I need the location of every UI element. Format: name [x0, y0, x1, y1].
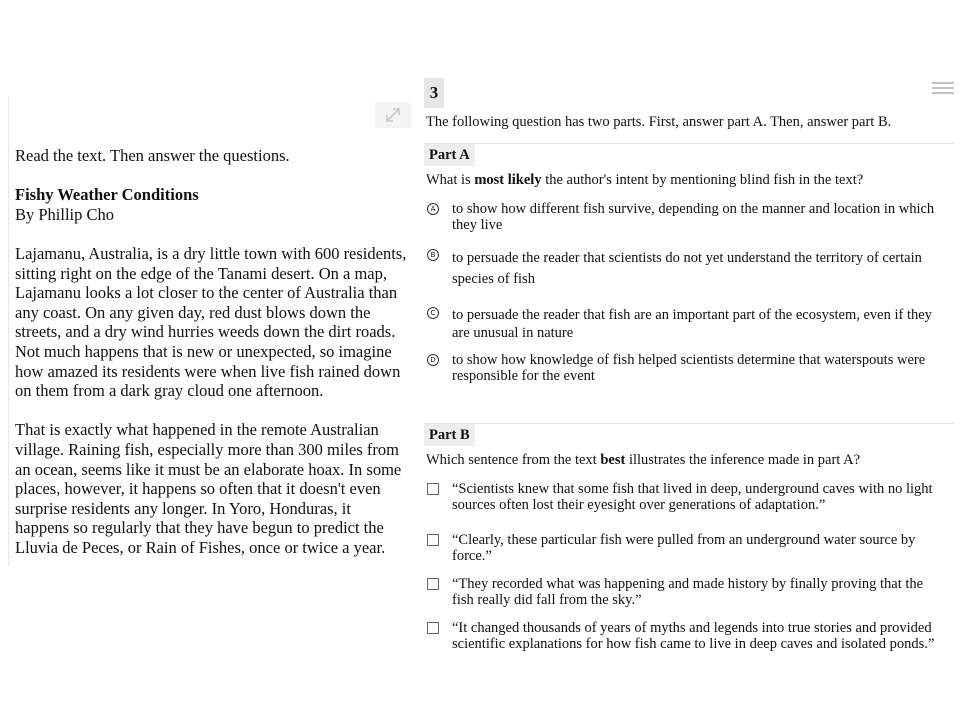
option-text — [452, 248, 952, 290]
part-b-label: Part B — [424, 424, 475, 446]
prompt-emphasis: most likely — [474, 172, 542, 188]
passage-line: Lluvia de Peces, or Rain of Fishes, once or twice a year. — [15, 537, 386, 557]
prompt-text: What is — [426, 172, 475, 188]
option-line: force.” — [452, 547, 492, 564]
passage-line: happens so regularly that they have begun to predict the — [15, 518, 384, 538]
question-intro: The following question has two parts. First, answer part A. Then, answer part B. — [426, 114, 892, 130]
passage-pane — [8, 96, 416, 566]
passage-line: Not much happens that is new or unexpected, so imagine — [15, 341, 392, 361]
passage-line: any coast. On any given day, red dust blows down the — [15, 302, 371, 322]
option-line: “It changed thousands of years of myths and legends into true stories and provided — [452, 620, 932, 636]
option-text — [452, 482, 952, 513]
passage-line: streets, and a dry wind hurries weeds down the dirt roads. — [15, 322, 396, 342]
option-line: scientific explanations for how fish came to live in deep caves and isolated ponds.” — [452, 635, 935, 652]
passage-paragraph-1 — [15, 244, 419, 401]
option-line: “Scientists knew that some fish that lived in deep, underground caves with no light — [452, 481, 933, 497]
option-line: “They recorded what was happening and made history by finally proving that the — [452, 576, 924, 592]
question-number: 3 — [424, 78, 444, 108]
passage-line: village. Raining fish, especially more than 300 miles from — [15, 439, 399, 459]
option-line: to show how different fish survive, depending on the manner and location in which — [452, 201, 935, 217]
passage-text — [15, 146, 419, 557]
part-b-prompt — [426, 452, 860, 469]
part-b-header — [424, 423, 954, 446]
passage-line: Lajamanu looks a lot closer to the center of Australia than — [15, 283, 398, 303]
checkbox-3[interactable] — [427, 578, 439, 590]
option-line: species of fish — [452, 271, 535, 287]
option-line: to persuade the reader that fish are an important part of the ecosystem, even if they — [452, 307, 932, 323]
passage-instruction: Read the text. Then answer the questions. — [15, 146, 290, 165]
option-text — [452, 533, 952, 564]
option-text — [452, 577, 952, 608]
passage-line: on them from a dark gray cloud one afternoon. — [15, 381, 324, 401]
prompt-text: illustrates the inference made in part A? — [625, 452, 861, 468]
hamburger-menu-icon[interactable] — [932, 82, 954, 96]
passage-line: Lajamanu, Australia, is a dry little town with 600 residents, — [15, 243, 407, 263]
option-text — [452, 202, 952, 233]
prompt-text: the author's intent by mentioning blind fish in the text? — [541, 172, 864, 188]
checkbox-4[interactable] — [427, 622, 439, 634]
passage-paragraph-2 — [15, 420, 419, 557]
part-a-prompt — [426, 172, 863, 189]
radio-b[interactable]: B — [427, 249, 439, 261]
passage-line: surprise residents any longer. In Yoro, Honduras, it — [15, 498, 351, 518]
checkbox-1[interactable] — [427, 483, 439, 495]
option-line: are unusual in nature — [452, 325, 574, 341]
option-line: sources often lost their eyesight over generations of adaptation.” — [452, 496, 826, 513]
expand-arrows-icon — [384, 106, 402, 124]
radio-a[interactable]: A — [427, 203, 439, 215]
passage-line: places, however, it happens so often that it doesn't even — [15, 479, 381, 499]
prompt-emphasis: best — [600, 452, 626, 468]
part-a-label: Part A — [424, 144, 475, 166]
option-line: fish really did fall from the sky.” — [452, 591, 642, 608]
radio-c[interactable]: C — [427, 307, 439, 319]
option-text — [452, 353, 952, 384]
passage-byline: By Phillip Cho — [15, 204, 115, 224]
option-text — [452, 306, 952, 342]
option-line: they live — [452, 216, 503, 233]
prompt-text: Which sentence from the text — [426, 452, 601, 468]
option-text — [452, 621, 952, 652]
option-line: to show how knowledge of fish helped scientists determine that waterspouts were — [452, 352, 926, 368]
passage-line: sitting right on the edge of the Tanami desert. On a map, — [15, 263, 387, 283]
part-a-header — [424, 143, 954, 166]
passage-line: an ocean, seems like it must be an elaborate hoax. In some — [15, 459, 402, 479]
passage-line: how amazed its residents were when live fish rained down — [15, 361, 401, 381]
passage-line: That is exactly what happened in the remote Australian — [15, 420, 379, 440]
radio-d[interactable]: D — [427, 354, 439, 366]
option-line: “Clearly, these particular fish were pulled from an underground water source by — [452, 532, 916, 548]
passage-title: Fishy Weather Conditions — [15, 185, 199, 205]
option-line: to persuade the reader that scientists do not yet understand the territory of certain — [452, 250, 922, 266]
option-line: responsible for the event — [452, 367, 595, 384]
checkbox-2[interactable] — [427, 534, 439, 546]
expand-button[interactable] — [375, 102, 411, 128]
